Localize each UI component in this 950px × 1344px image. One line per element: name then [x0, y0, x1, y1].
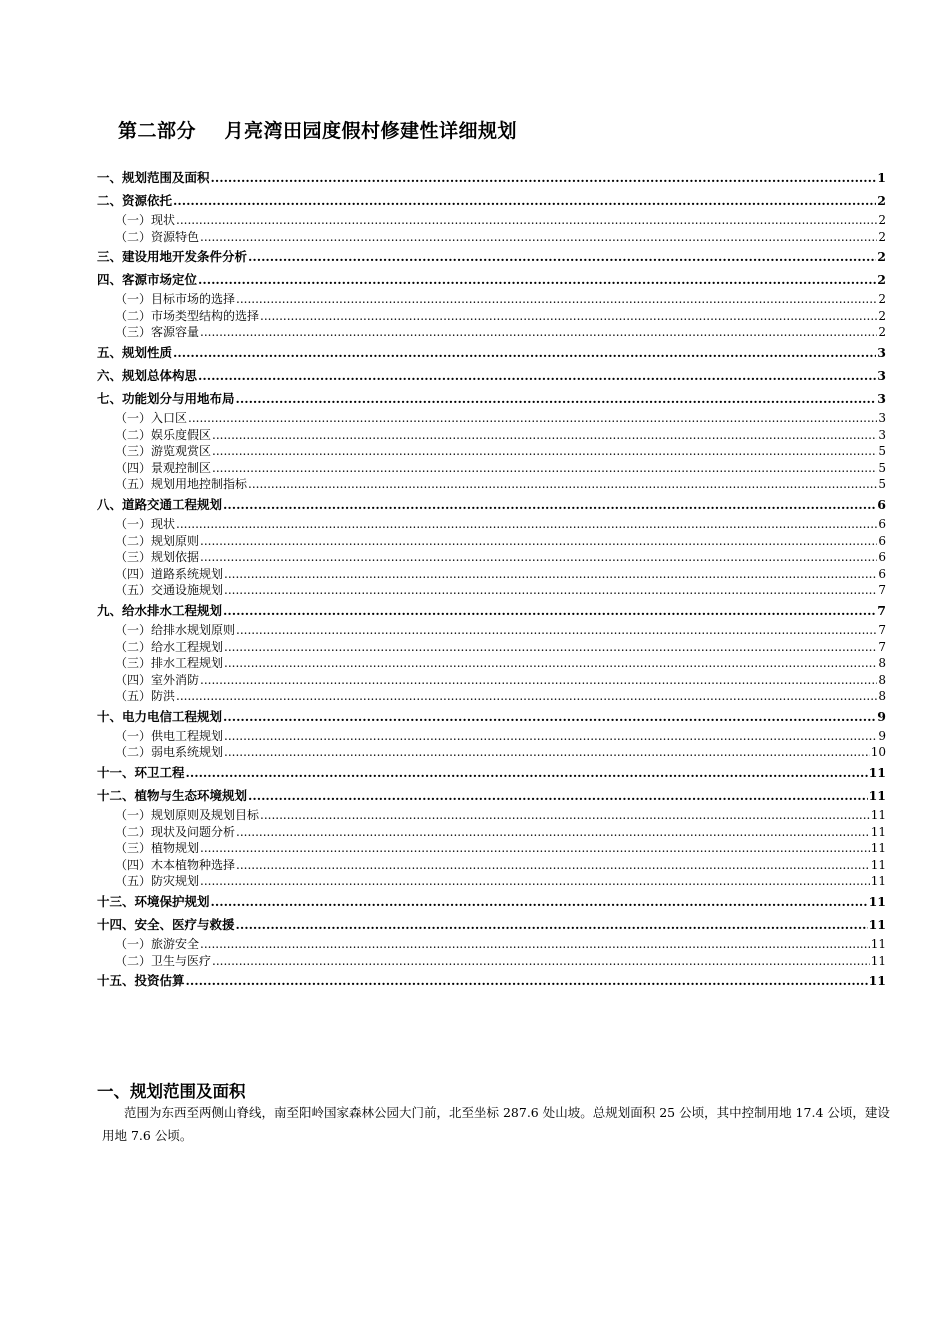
- toc-dot-leader: [211, 890, 868, 913]
- toc-entry-label: 四、客源市场定位: [97, 272, 198, 288]
- toc-dot-leader: [200, 672, 877, 689]
- toc-entry-page: 3: [878, 427, 886, 442]
- toc-entry-label: （二）资源特色: [115, 229, 200, 244]
- toc-entry[interactable]: [97, 655, 886, 672]
- toc-entry-page: 5: [878, 477, 886, 492]
- toc-dot-leader: [236, 824, 870, 841]
- toc-entry-label: （一）供电工程规划: [115, 728, 224, 743]
- toc-entry-page: 8: [878, 672, 886, 687]
- toc-entry-page: 7: [878, 583, 886, 598]
- toc-entry-page: 3: [877, 390, 886, 406]
- toc-entry[interactable]: [97, 672, 886, 689]
- toc-entry[interactable]: [97, 493, 886, 516]
- toc-entry-label: 五、规划性质: [97, 344, 173, 360]
- toc-entry[interactable]: [97, 761, 886, 784]
- toc-entry-page: 11: [870, 937, 886, 952]
- toc-dot-leader: [212, 443, 877, 460]
- toc-entry-label: 一、规划范围及面积: [97, 170, 210, 185]
- toc-entry[interactable]: [97, 341, 886, 364]
- page-title: 第二部分 月亮湾田园度假村修建性详细规划: [118, 120, 517, 142]
- toc-dot-leader: [236, 913, 868, 936]
- toc-dot-leader: [200, 533, 877, 550]
- toc-dot-leader: [212, 953, 870, 970]
- toc-dot-leader: [211, 166, 877, 189]
- toc-dot-leader: [198, 364, 876, 387]
- toc-entry-label: （五）交通设施规划: [115, 583, 224, 598]
- toc-entry-label: 十二、植物与生态环境规划: [97, 788, 248, 804]
- toc-entry-label: （三）客源容量: [115, 325, 200, 340]
- toc-entry[interactable]: [97, 807, 886, 824]
- toc-entry-label: 二、资源依托: [97, 193, 173, 208]
- toc-entry-page: 11: [870, 808, 886, 823]
- toc-entry-label: （一）给排水规划原则: [115, 622, 236, 637]
- toc-entry-page: 11: [868, 788, 886, 804]
- toc-entry[interactable]: [97, 549, 886, 566]
- toc-entry-page: 6: [877, 496, 886, 512]
- toc-entry[interactable]: [97, 516, 886, 533]
- toc-entry-page: 11: [870, 953, 886, 968]
- toc-entry[interactable]: [97, 291, 886, 308]
- toc-entry-page: 8: [878, 656, 886, 671]
- toc-entry-page: 10: [870, 745, 886, 760]
- toc-entry[interactable]: [97, 840, 886, 857]
- toc-entry-label: 六、规划总体构思: [97, 367, 198, 383]
- toc-entry-page: 11: [870, 874, 886, 889]
- toc-dot-leader: [186, 969, 868, 992]
- toc-dot-leader: [224, 566, 877, 583]
- toc-entry[interactable]: [97, 639, 886, 656]
- toc-entry-label: 三、建设用地开发条件分析: [97, 249, 248, 265]
- toc-entry-page: 11: [870, 841, 886, 856]
- toc-entry[interactable]: [97, 599, 886, 622]
- toc-entry-label: （三）植物规划: [115, 841, 200, 856]
- toc-entry-label: （三）规划依据: [115, 550, 200, 565]
- toc-entry-page: 3: [877, 367, 886, 383]
- toc-entry[interactable]: [97, 873, 886, 890]
- toc-dot-leader: [212, 427, 877, 444]
- toc-dot-leader: [200, 549, 877, 566]
- toc-entry-page: 9: [877, 708, 886, 724]
- toc-entry[interactable]: [97, 364, 886, 387]
- toc-dot-leader: [248, 784, 868, 807]
- toc-dot-leader: [176, 212, 877, 229]
- toc-entry[interactable]: [97, 189, 886, 212]
- toc-entry-page: 11: [868, 894, 886, 910]
- toc-dot-leader: [176, 516, 877, 533]
- toc-entry-page: 2: [877, 272, 886, 288]
- toc-entry[interactable]: [97, 936, 886, 953]
- toc-entry-label: （二）规划原则: [115, 533, 200, 548]
- toc-entry-label: （五）防洪: [115, 689, 176, 704]
- toc-dot-leader: [236, 387, 877, 410]
- toc-dot-leader: [200, 840, 870, 857]
- toc-entry-page: 6: [878, 533, 886, 548]
- toc-entry[interactable]: [97, 688, 886, 705]
- toc-entry-label: 十一、环卫工程: [97, 765, 185, 781]
- toc-entry[interactable]: [97, 460, 886, 477]
- toc-entry-label: （一）规划原则及规划目标: [115, 808, 260, 823]
- toc-entry-page: 1: [877, 170, 886, 185]
- section-heading: 一、规划范围及面积: [97, 1082, 246, 1101]
- toc-dot-leader: [200, 229, 877, 246]
- toc-entry-page: 2: [878, 308, 886, 323]
- toc-dot-leader: [224, 655, 877, 672]
- toc-entry[interactable]: [97, 890, 886, 913]
- toc-entry-page: 11: [868, 765, 886, 781]
- toc-entry-page: 11: [870, 824, 886, 839]
- toc-dot-leader: [223, 705, 876, 728]
- toc-entry-label: （五）规划用地控制指标: [115, 477, 248, 492]
- toc-entry[interactable]: [97, 212, 886, 229]
- toc-dot-leader: [200, 936, 870, 953]
- toc-dot-leader: [236, 291, 877, 308]
- toc-entry[interactable]: [97, 166, 886, 189]
- toc-entry-page: 6: [878, 550, 886, 565]
- toc-entry[interactable]: [97, 705, 886, 728]
- table-of-contents: [97, 166, 886, 992]
- toc-entry[interactable]: [97, 268, 886, 291]
- toc-entry[interactable]: [97, 744, 886, 761]
- toc-entry[interactable]: [97, 229, 886, 246]
- toc-entry[interactable]: [97, 427, 886, 444]
- toc-entry-page: 2: [878, 229, 886, 244]
- toc-entry-page: 3: [878, 410, 886, 425]
- toc-entry-label: （三）游览观赏区: [115, 444, 212, 459]
- toc-entry-label: （一）入口区: [115, 410, 188, 425]
- toc-entry-page: 11: [868, 917, 886, 933]
- section-paragraph: 范围为东西至两侧山脊线，南至阳岭国家森林公园大门前，北至坐标 287.6 处山坡。总规划面积 25 公顷，其中控制用地 17.4 公顷，建设用地 7.6 公顷。: [102, 1105, 890, 1143]
- toc-entry-page: 8: [878, 689, 886, 704]
- toc-entry-label: （四）室外消防: [115, 672, 200, 687]
- toc-entry-label: （二）娱乐度假区: [115, 427, 212, 442]
- toc-entry-label: 七、功能划分与用地布局: [97, 390, 235, 406]
- toc-entry-label: （一）现状: [115, 213, 176, 227]
- toc-dot-leader: [188, 410, 877, 427]
- toc-entry[interactable]: [97, 824, 886, 841]
- toc-entry[interactable]: [97, 582, 886, 599]
- toc-entry-label: （五）防灾规划: [115, 874, 200, 889]
- toc-entry[interactable]: [97, 728, 886, 745]
- toc-entry[interactable]: [97, 969, 886, 992]
- toc-entry-page: 9: [878, 728, 886, 743]
- toc-dot-leader: [200, 324, 877, 341]
- toc-dot-leader: [248, 245, 876, 268]
- toc-entry-page: 7: [878, 622, 886, 637]
- toc-dot-leader: [236, 622, 877, 639]
- toc-dot-leader: [198, 268, 876, 291]
- toc-entry-label: （二）卫生与医疗: [115, 953, 212, 968]
- toc-entry-page: 6: [878, 516, 886, 531]
- toc-dot-leader: [248, 476, 877, 493]
- toc-entry-page: 2: [877, 249, 886, 265]
- toc-entry-page: 3: [877, 344, 886, 360]
- toc-entry[interactable]: [97, 308, 886, 325]
- toc-dot-leader: [186, 761, 868, 784]
- toc-dot-leader: [173, 189, 876, 212]
- toc-entry[interactable]: [97, 476, 886, 493]
- toc-entry-label: （二）市场类型结构的选择: [115, 308, 260, 323]
- toc-entry-page: 5: [878, 460, 886, 475]
- toc-entry-label: 十、电力电信工程规划: [97, 708, 223, 724]
- toc-entry-label: 十三、环境保护规划: [97, 894, 210, 910]
- toc-entry-page: 6: [878, 566, 886, 581]
- toc-dot-leader: [200, 873, 870, 890]
- toc-entry-label: （一）目标市场的选择: [115, 292, 236, 307]
- toc-entry-label: （二）现状及问题分析: [115, 824, 236, 839]
- toc-entry[interactable]: [97, 387, 886, 410]
- toc-entry-label: （四）道路系统规划: [115, 566, 224, 581]
- toc-entry-label: （一）现状: [115, 516, 176, 531]
- toc-entry[interactable]: [97, 857, 886, 874]
- toc-dot-leader: [223, 599, 876, 622]
- toc-dot-leader: [212, 460, 877, 477]
- toc-entry-page: 7: [878, 639, 886, 654]
- toc-dot-leader: [236, 857, 870, 874]
- toc-entry-label: （四）景观控制区: [115, 460, 212, 475]
- toc-entry-label: 十四、安全、医疗与救援: [97, 917, 235, 933]
- toc-entry-label: 九、给水排水工程规划: [97, 602, 223, 618]
- toc-dot-leader: [223, 493, 876, 516]
- toc-entry[interactable]: [97, 622, 886, 639]
- toc-entry-page: 2: [878, 292, 886, 307]
- toc-entry-page: 11: [870, 857, 886, 872]
- toc-entry[interactable]: [97, 443, 886, 460]
- toc-entry-label: （三）排水工程规划: [115, 656, 224, 671]
- toc-entry-page: 5: [878, 444, 886, 459]
- toc-entry[interactable]: [97, 324, 886, 341]
- toc-entry-page: 11: [868, 973, 886, 989]
- toc-dot-leader: [224, 728, 877, 745]
- toc-entry-page: 7: [877, 602, 886, 618]
- toc-dot-leader: [224, 582, 877, 599]
- toc-entry-page: 2: [878, 325, 886, 340]
- toc-dot-leader: [176, 688, 877, 705]
- toc-entry[interactable]: [97, 953, 886, 970]
- toc-entry-page: 2: [877, 193, 886, 208]
- toc-entry-label: 十五、投资估算: [97, 973, 185, 989]
- toc-dot-leader: [260, 807, 870, 824]
- toc-entry[interactable]: [97, 533, 886, 550]
- toc-dot-leader: [173, 341, 876, 364]
- toc-dot-leader: [260, 308, 877, 325]
- toc-entry[interactable]: [97, 566, 886, 583]
- toc-entry-label: （二）弱电系统规划: [115, 745, 224, 760]
- toc-entry[interactable]: [97, 913, 886, 936]
- toc-entry[interactable]: [97, 410, 886, 427]
- toc-dot-leader: [224, 639, 877, 656]
- toc-dot-leader: [224, 744, 870, 761]
- toc-entry-page: 2: [878, 213, 886, 227]
- toc-entry[interactable]: [97, 245, 886, 268]
- toc-entry-label: （二）给水工程规划: [115, 639, 224, 654]
- toc-entry[interactable]: [97, 784, 886, 807]
- toc-entry-label: （四）木本植物种选择: [115, 857, 236, 872]
- toc-entry-label: 八、道路交通工程规划: [97, 496, 223, 512]
- toc-entry-label: （一）旅游安全: [115, 937, 200, 952]
